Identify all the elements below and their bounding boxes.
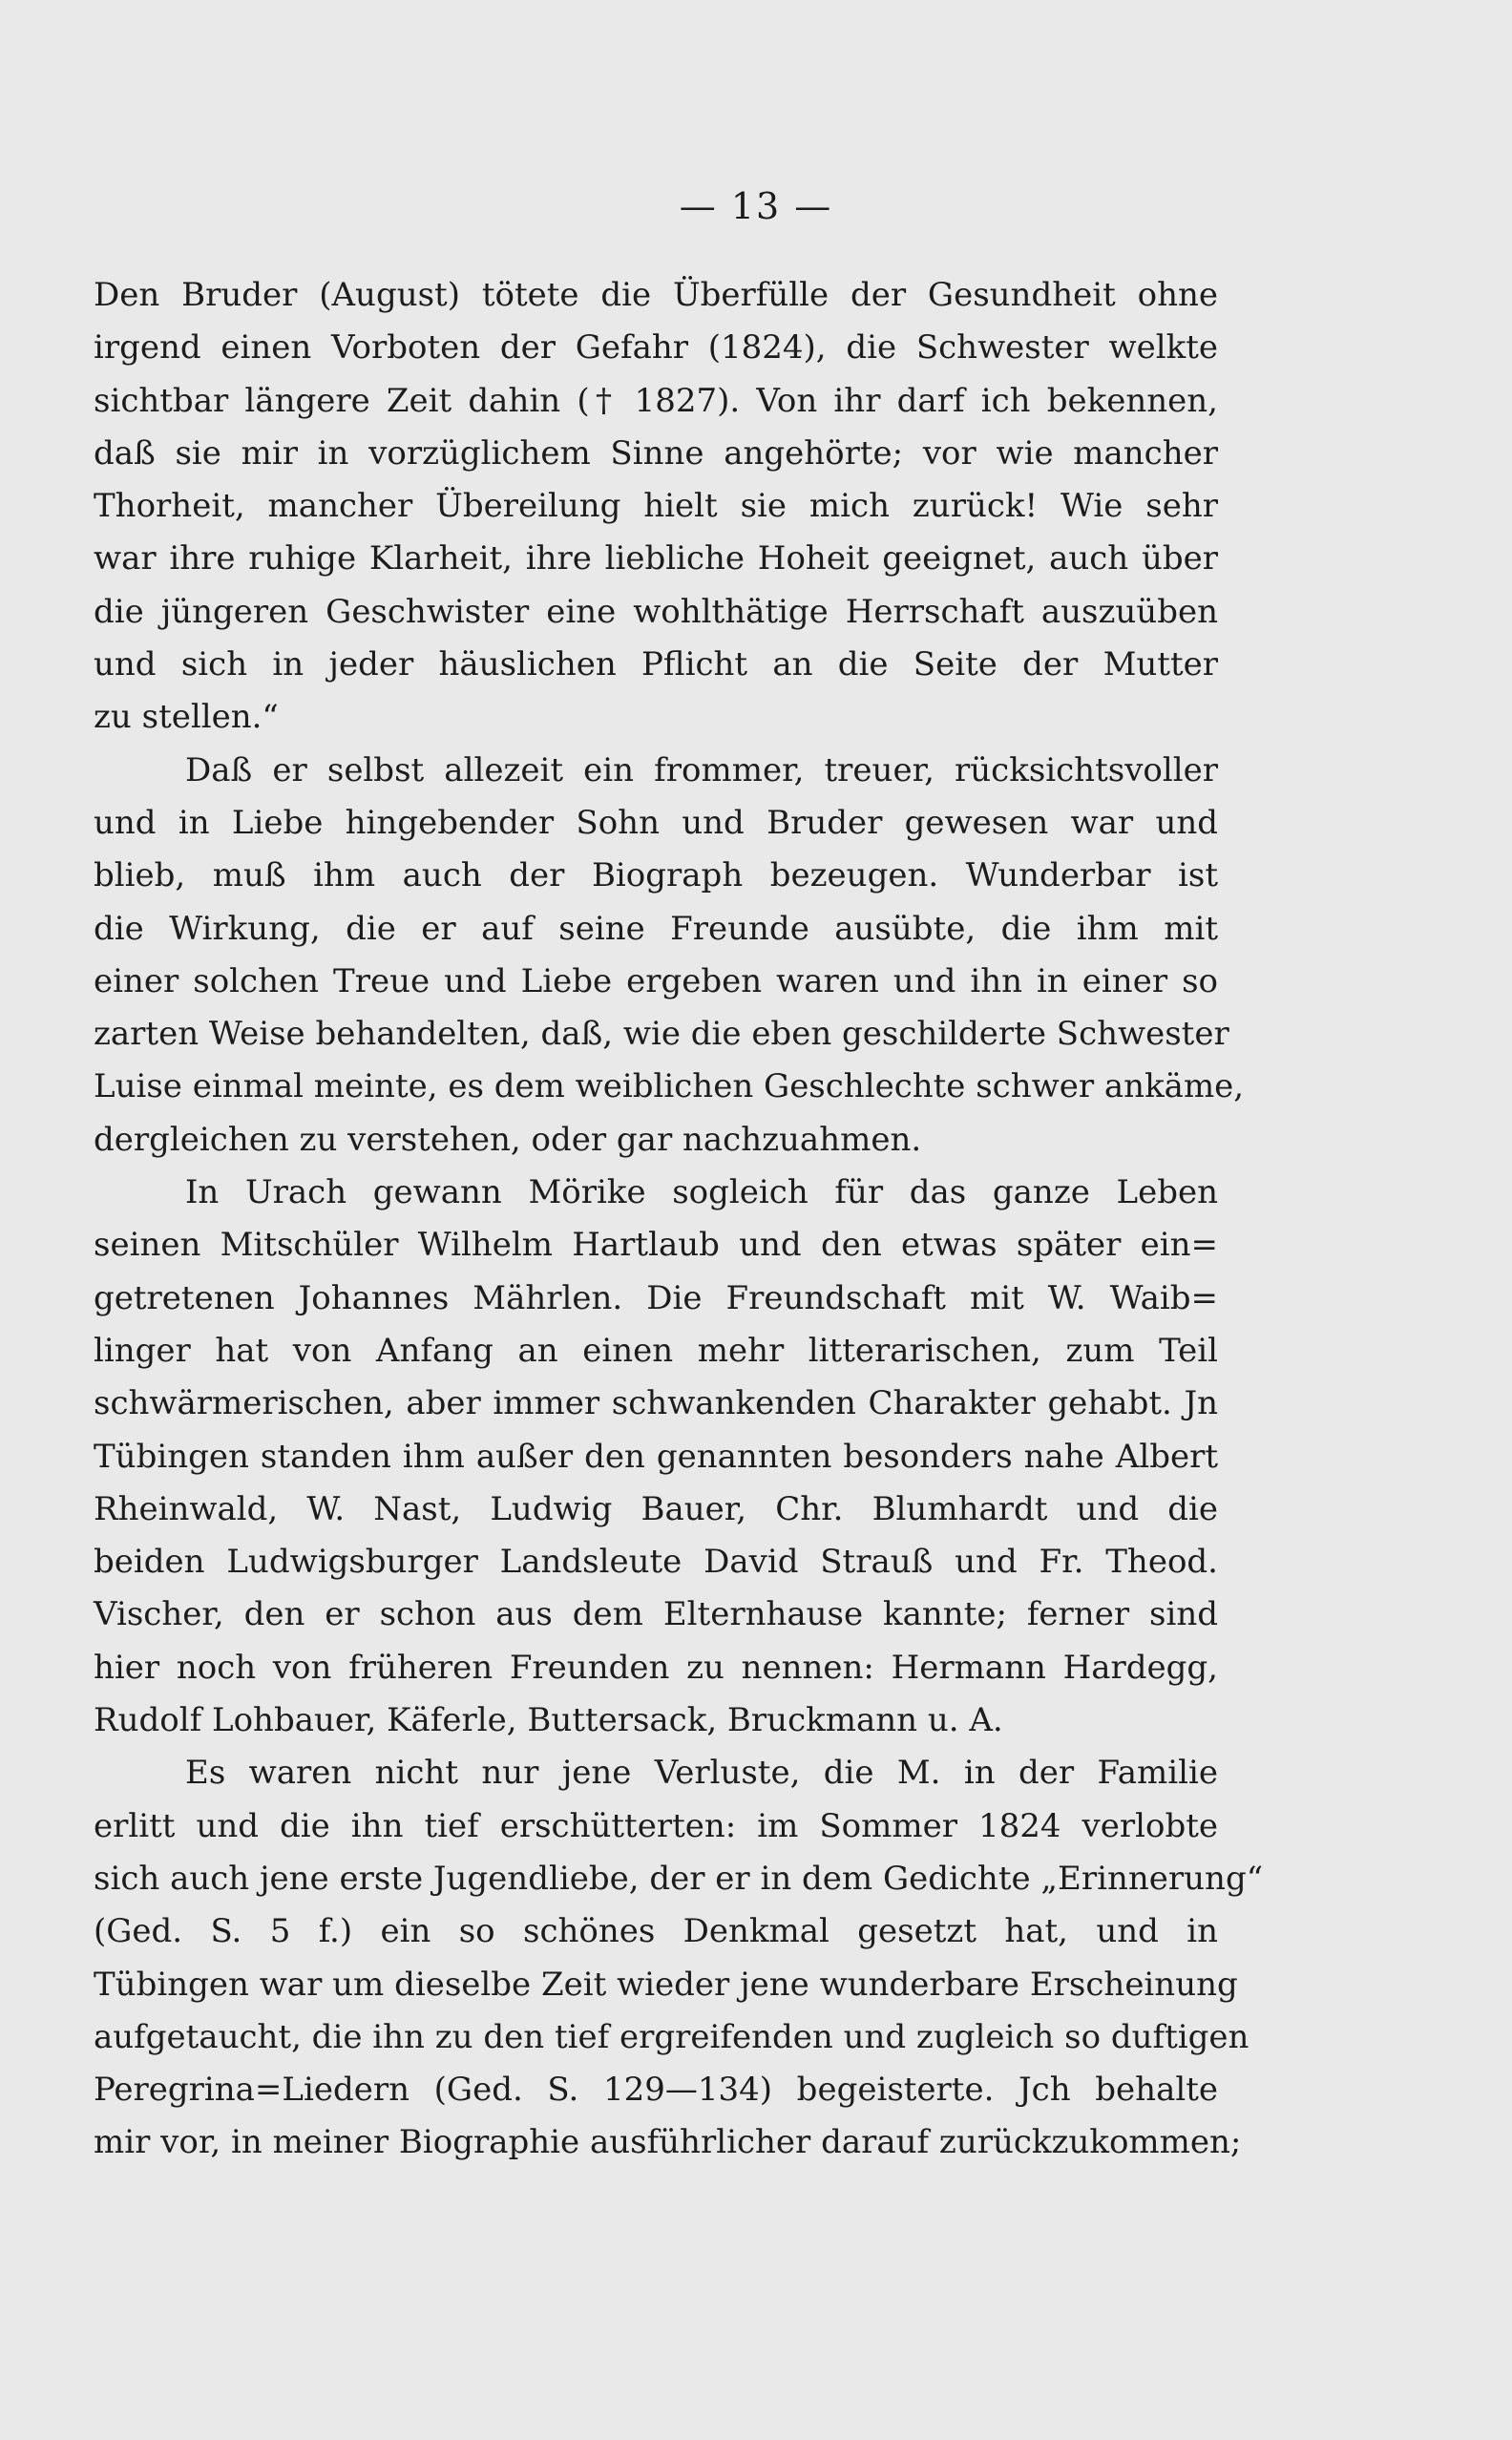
- paragraph-start: Es waren nicht nur jene Verluste, die M. in der Familie: [185, 1754, 1218, 1793]
- text-line: Thorheit, mancher Übereilung hielt sie mich zurück! Wie sehr: [94, 487, 1218, 526]
- text-line: Tübingen war um dieselbe Zeit wieder jene wunderbare Erscheinung: [94, 1965, 1238, 2004]
- text-line: und in Liebe hingebender Sohn und Bruder gewesen war und: [94, 803, 1218, 842]
- text-line: dergleichen zu verstehen, oder gar nachzuahmen.: [94, 1120, 922, 1159]
- text-line: mir vor, in meiner Biographie ausführlicher darauf zurückzukommen;: [94, 2123, 1242, 2162]
- text-line: zu stellen.“: [94, 698, 279, 737]
- text-line: Rheinwald, W. Nast, Ludwig Bauer, Chr. Blumhardt und die: [94, 1489, 1218, 1528]
- text-line: Rudolf Lohbauer, Käferle, Buttersack, Bruckmann u. A.: [94, 1701, 1003, 1740]
- text-line: schwärmerischen, aber immer schwankenden Charakter gehabt. Jn: [94, 1384, 1218, 1423]
- text-line: erlitt und die ihn tief erschütterten: im Sommer 1824 verlobte: [94, 1806, 1218, 1845]
- text-line: die jüngeren Geschwister eine wohlthätige Herrschaft auszuüben: [94, 592, 1218, 631]
- text-line: seinen Mitschüler Wilhelm Hartlaub und den etwas später ein=: [94, 1226, 1218, 1265]
- paragraph-start: In Urach gewann Mörike sogleich für das ganze Leben: [185, 1173, 1218, 1212]
- text-line: Vischer, den er schon aus dem Elternhause kannte; ferner sind: [94, 1595, 1218, 1634]
- text-line: linger hat von Anfang an einen mehr litterarischen, zum Teil: [94, 1331, 1218, 1370]
- text-line: irgend einen Vorboten der Gefahr (1824), die Schwester welkte: [94, 328, 1218, 368]
- text-line: sich auch jene erste Jugendliebe, der er in dem Gedichte „Erinnerung“: [94, 1859, 1264, 1898]
- text-line: daß sie mir in vorzüglichem Sinne angehörte; vor wie mancher: [94, 433, 1218, 473]
- text-line: getretenen Johannes Mährlen. Die Freundschaft mit W. Waib=: [94, 1278, 1218, 1317]
- text-line: zarten Weise behandelten, daß, wie die eben geschilderte Schwester: [94, 1015, 1229, 1054]
- text-line: einer solchen Treue und Liebe ergeben waren und ihn in einer so: [94, 961, 1218, 1000]
- text-line: blieb, muß ihm auch der Biograph bezeugen. Wunderbar ist: [94, 856, 1218, 895]
- text-line: hier noch von früheren Freunden zu nennen: Hermann Hardegg,: [94, 1648, 1218, 1687]
- text-line: Den Bruder (August) tötete die Überfülle der Gesundheit ohne: [94, 276, 1218, 314]
- body-text: [94, 269, 1264, 2170]
- text-line: (Ged. S. 5 f.) ein so schönes Denkmal gesetzt hat, und in: [94, 1912, 1218, 1951]
- text-line: Peregrina=Liedern (Ged. S. 129—134) begeisterte. Jch behalte: [94, 2071, 1218, 2110]
- text-line: sichtbar längere Zeit dahin († 1827). Von ihr darf ich bekennen,: [94, 381, 1218, 420]
- text-line: und sich in jeder häuslichen Pflicht an die Seite der Mutter: [94, 645, 1218, 684]
- text-line: aufgetaucht, die ihn zu den tief ergreifenden und zugleich so duftigen: [94, 2017, 1250, 2056]
- text-line: Tübingen standen ihm außer den genannten besonders nahe Albert: [94, 1437, 1218, 1476]
- text-line: war ihre ruhige Klarheit, ihre liebliche Hoheit geeignet, auch über: [94, 539, 1218, 578]
- page-number: — 13 —: [679, 185, 833, 227]
- text-line: die Wirkung, die er auf seine Freunde ausübte, die ihm mit: [94, 909, 1218, 948]
- text-line: beiden Ludwigsburger Landsleute David Strauß und Fr. Theod.: [94, 1543, 1218, 1582]
- paragraph-start: Daß er selbst allezeit ein frommer, treuer, rücksichtsvoller: [185, 750, 1218, 789]
- text-line: Luise einmal meinte, es dem weiblichen Geschlechte schwer ankäme,: [94, 1067, 1245, 1106]
